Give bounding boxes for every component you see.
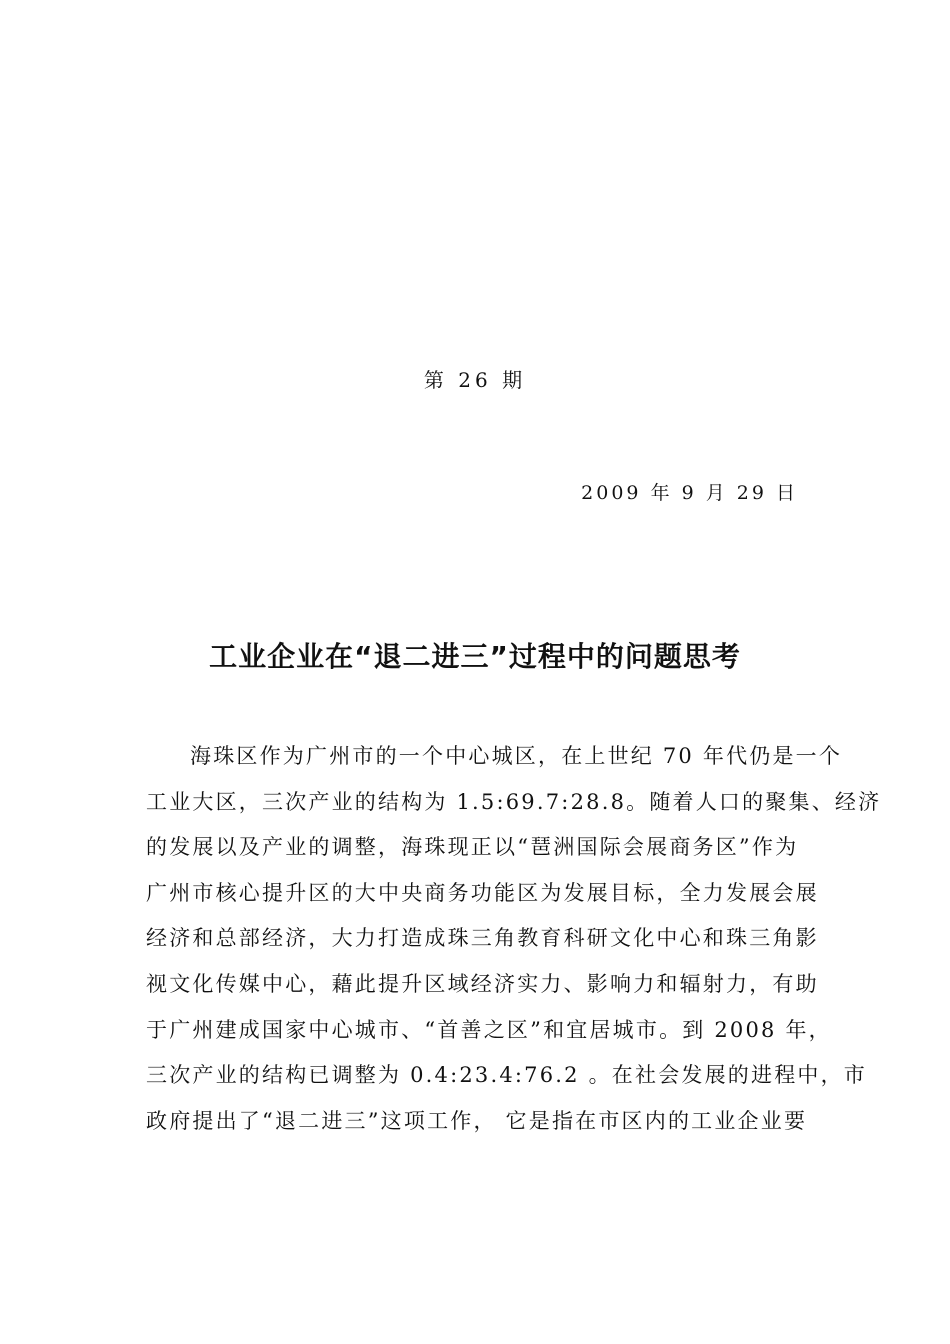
body-line: 视文化传媒中心，藉此提升区域经济实力、影响力和辐射力，有助	[146, 971, 819, 996]
body-line: 海珠区作为广州市的一个中心城区，在上世纪 70 年代仍是一个	[190, 744, 843, 768]
article-title: 工业企业在“退二进三”过程中的问题思考	[209, 640, 741, 673]
body-line: 广州市核心提升区的大中央商务功能区为发展目标，全力发展会展	[146, 880, 819, 905]
body-line: 工业大区，三次产业的结构为 1.5:69.7:28.8。随着人口的聚集、经济	[146, 789, 882, 814]
body-line: 经济和总部经济，大力打造成珠三角教育科研文化中心和珠三角影	[146, 926, 819, 951]
body-line: 三次产业的结构已调整为 0.4:23.4:76.2 。在社会发展的进程中，市	[146, 1063, 868, 1088]
issue-number: 第 26 期	[423, 368, 527, 392]
body-line: 政府提出了“退二进三”这项工作， 它是指在市区内的工业企业要	[146, 1108, 808, 1133]
article-body	[146, 734, 882, 1144]
publication-date: 2009 年 9 月 29 日	[581, 482, 798, 504]
body-line: 的发展以及产业的调整，海珠现正以“琶洲国际会展商务区”作为	[146, 835, 799, 860]
body-line: 于广州建成国家中心城市、“首善之区”和宜居城市。到 2008 年，	[146, 1017, 832, 1042]
